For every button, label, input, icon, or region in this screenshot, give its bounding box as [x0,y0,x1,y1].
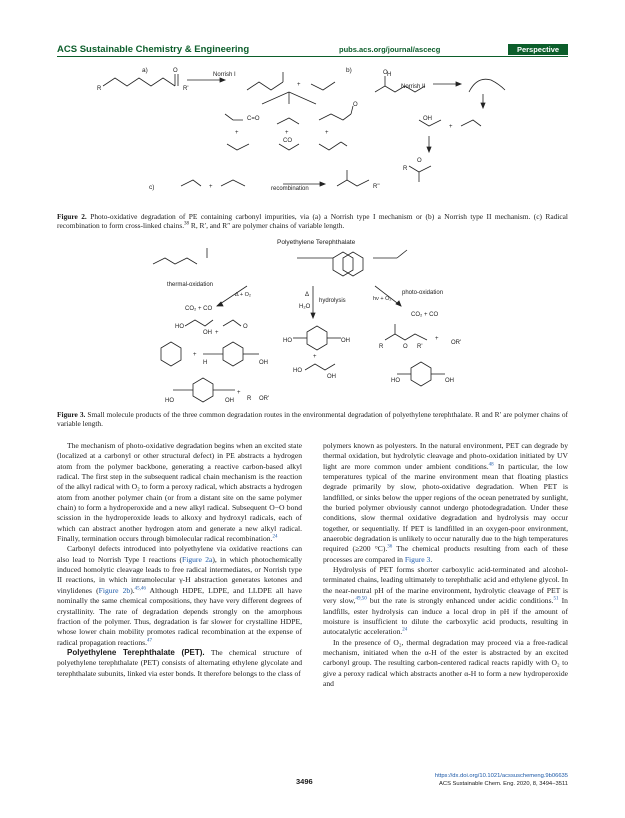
hv-o2-label: hν + O₂ [373,296,392,302]
right-p1-text-a: polymers known as polyesters. In the natural environment, PET can degrade by thermal oxidation, but hydrolytic cleavage and photo-oxidation initiated by UV light are more common under ambient conditions. [323,441,568,471]
left-p2-text-a: Carbonyl defects introduced into polyethylene via oxidative reactions can also lead to Norrish Type I reactions ( [57,544,302,564]
ref-24-b[interactable]: 24 [402,627,408,633]
header-rule [57,56,568,57]
journal-url[interactable]: pubs.acs.org/journal/ascecg [339,45,441,54]
figure-2-caption-tail: R, R′, and R″ are polymer chains of variable length. [190,221,345,231]
figure-3-caption [57,410,568,428]
left-p3-text: The chemical structure of polyethylene terephthalate (PET) consists of alternating ethylene glycolate and terephthalate subunits, linked via ester bonds. It therefore belongs to the class of [57,647,302,678]
figure-2-label-c: c) [149,184,155,191]
delta-o2-label: Δ + O₂ [235,292,252,298]
hydrolysis-ho: HO [283,338,292,344]
figure-2 [57,62,568,202]
photo-co2-co: CO₂ + CO [411,312,439,318]
figure-3-caption-text: Small molecule products of the three common degradation routes in the environmental degradation of polyethylene terephthalate. R and R′ are polymer chains of variable length. [57,410,568,429]
article-type-badge: Perspective [508,44,568,55]
fig2-oh: OH [423,116,432,122]
pet-section-title: Polyethylene Terephthalate (PET). [67,647,205,657]
photo-or1: OR' [451,340,462,346]
right-paragraph-3 [323,638,568,690]
ref-24[interactable]: 24 [272,534,278,540]
h2o-label: H₂O [299,304,311,310]
fig2-o-4: O [417,158,422,164]
left-paragraph-1 [57,441,302,544]
figure-3 [57,236,568,406]
right-p1-text-c: The chemical products resulting from each of these processes are compared in [323,544,568,564]
thermal-ho: HO [175,324,184,330]
thermal-co2-co: CO₂ + CO [185,306,213,312]
fig2-r-2: R [403,166,408,172]
thermal-plus-1: + [215,330,219,336]
fig2-plus-3: + [285,130,289,136]
ref-48[interactable]: 48 [488,462,494,468]
page-number: 3496 [296,777,313,786]
left-p2-text-c: ). [130,585,135,595]
right-p2-text-b: but the rate is strongly enhanced under acidic conditions. [366,596,554,606]
fig2-plus-6: + [209,184,213,190]
fig2-h: H [387,72,392,78]
figure-3-link[interactable]: Figure 3 [404,554,431,564]
thermal-oh-3: OH [225,398,234,404]
pet-title: Polyethylene Terephthalate [277,239,356,246]
fig2-r2: R'' [373,184,380,190]
norrish-1-label: Norrish I [213,72,236,78]
right-paragraph-1 [323,441,568,565]
ref-47[interactable]: 47 [147,638,153,643]
right-p2-text-c: In landfills, ester hydrolysis can induce a local drop in pH if the amount of moisture is insufficient to dilute the carboxylic acid products, resulting in autocatalytic acceleration. [323,596,568,637]
right-p3-text: In the presence of O₂, thermal degradation may proceed via a free-radical mechanism, initiated when the α-H of the ester is abstracted by an excited carbonyl group. The resulting carbon-centered radical reacts rapidly with O₂ to give a peroxy radical which abstracts another α-H to form a new hydroperoxide and [323,637,568,688]
right-column [323,441,568,689]
figure-2b-link[interactable]: Figure 2b [98,585,131,595]
fig2-plus-5: + [449,124,453,130]
thermal-plus-3: + [237,390,241,396]
figure-3-scheme [57,236,568,406]
figure-2-caption-label: Figure 2. [57,212,87,221]
footer-citation [435,773,568,788]
left-paragraph-2 [57,544,302,647]
citation-text: ACS Sustainable Chem. Eng. 2020, 8, 3494−3511 [439,780,568,787]
figure-2-label-a: a) [142,67,148,74]
journal-name: ACS Sustainable Chemistry & Engineering [57,44,250,55]
left-p2-text-b: ), in which photochemically induced homolytic cleavage leads to free radical intermediates, or Norrish type II reactions, in which intramolecular γ-H abstraction generates ketones and vinylidenes ( [57,554,302,595]
fig2-r1: R' [183,86,189,92]
thermal-oxidation-label: thermal-oxidation [167,282,214,288]
figure-2-caption-text: Photo-oxidative degradation of PE containing carbonyl impurities, via (a) a Norrish type I mechanism or (b) a Norrish type II mechanism. (c) Radical recombination to form cross-linked chains. [57,212,568,231]
hydrolysis-label: hydrolysis [319,298,346,304]
hydrolysis-oh: OH [341,338,350,344]
left-paragraph-3 [57,648,302,679]
photo-oh: OH [445,378,454,384]
hydrolysis-plus: + [313,354,317,360]
right-paragraph-2 [323,565,568,637]
fig2-o-3: O [383,70,388,76]
left-p1-text: The mechanism of photo-oxidative degradation begins when an excited state (localized at a carbonyl or other structural defect) in PE abstracts a hydrogen atom from the polymer backbone, generating a reactive carbon-based alkyl radical. The first step in the subsequent radical chain mechanism is the reaction of the alkyl radical with O₂ to form a peroxy radical, which abstracts a hydrogen atom from another polymer chain (or from a distant site on the same polymer chain) to form a hydroperoxide and a new alkyl radical. Subsequent O−O bond scission in the hydroperoxide leads to alkoxy and hydroxyl radicals, each of which can abstract another hydrogen atom and generate a new alkyl radical. Finally, termination occurs through bimolecular radical recombination. [57,441,302,544]
figure-2-caption-ref[interactable]: 38 [184,221,190,227]
glycol-ho: HO [293,368,302,374]
thermal-oh: OH [203,330,212,336]
thermal-r: R [247,396,252,402]
figure-2a-link[interactable]: Figure 2a [182,554,213,564]
fig2-plus-4: + [325,130,329,136]
right-p1-text-d: . [430,554,433,564]
photo-r: R [379,344,384,350]
recombination-label: recombination [271,186,309,192]
thermal-or1: OR' [259,396,270,402]
ref-51[interactable]: 51 [553,596,559,602]
left-column [57,441,302,679]
glycol-oh: OH [327,374,336,380]
figure-3-caption-label: Figure 3. [57,410,86,419]
doi-link[interactable]: https://dx.doi.org/10.1021/acssuschemeng.9b06635 [434,773,568,779]
fig2-co: CO [283,138,292,144]
right-p1-text-b: In particular, the low temperatures typical of the marine environment mean that floating plastics degrade primarily by slow, photo-oxidative degradation. When PET is landfilled, or sinks below the upper regions of the ocean penetrated by sunlight, the buried polymer obviously cannot undergo photodegradation. Under these conditions, slow thermal oxidative degradation and hydrolysis may occur together, or sequentially. If PET is landfilled in an oxygen-poor environment, anaerobic degradation is unlikely to occur naturally due to the high temperatures required (≥200 °C). [323,461,568,554]
fig2-plus-2: + [235,130,239,136]
photo-ho: HO [391,378,400,384]
norrish-2-label: Norrish II [401,84,426,90]
figure-2-label-b: b) [346,67,352,74]
photo-plus: + [435,336,439,342]
page-header [57,44,568,58]
thermal-h: H [203,360,208,366]
thermal-ho-2: HO [165,398,174,404]
fig2-r: R [97,86,102,92]
ref-45-46[interactable]: 45,46 [134,586,146,592]
ref-49-50[interactable]: 49,50 [355,596,367,602]
fig2-ketone-o: O [173,68,178,74]
thermal-oh-2: OH [259,360,268,366]
photo-o: O [403,344,408,350]
fig2-ceq: C=O [247,116,260,122]
fig2-plus-1: + [297,82,301,88]
delta-label: Δ [305,292,310,298]
right-p2-text-a: Hydrolysis of PET forms shorter carboxylic acid-terminated and alcohol-terminated chains, leading ultimately to terephthalic acid and ethylene glycol. In the near-neutral pH of the marine environment, hydrolytic cleavage of PET is very slow, [323,565,568,606]
figure-2-caption [57,212,568,230]
ref-36[interactable]: 36 [387,544,393,550]
figure-2-scheme [57,62,568,202]
photo-oxidation-label: photo-oxidation [402,290,444,296]
fig2-o-2: O [353,102,358,108]
left-p2-text-d: Although HDPE, LDPE, and LLDPE all have nominally the same chemical compositions, they have very different degrees of crystallinity. The rate of degradation depends strongly on the amorphous fraction of the polymer. Thus, degradation is far slower for crystalline HDPE, whose lower chain mobility promotes radical recombination at the expense of radical propagation reactions. [57,585,303,647]
thermal-o: O [243,324,248,330]
photo-r1: R' [417,344,423,350]
thermal-plus-2: + [193,352,197,358]
